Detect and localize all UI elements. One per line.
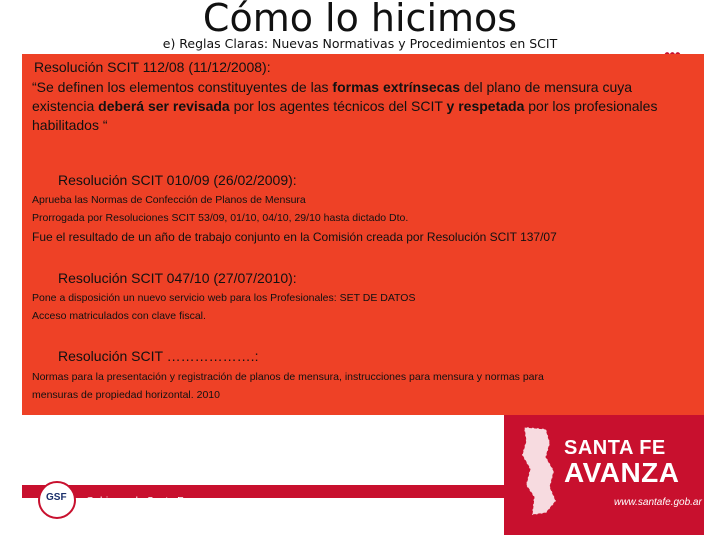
- res3-line: Acceso matriculados con clave fiscal.: [32, 310, 206, 322]
- brand-line1: SANTA FE: [564, 437, 666, 459]
- quote-text: por los agentes técnicos del SCIT: [229, 98, 447, 114]
- res2-heading: Resolución SCIT 010/09 (26/02/2009):: [58, 172, 297, 188]
- res1-heading: Resolución SCIT 112/08 (11/12/2008):: [34, 59, 271, 75]
- slide-subtitle: e) Reglas Claras: Nuevas Normativas y Procedimientos en SCIT: [162, 36, 558, 51]
- quote-bold: formas extrínsecas: [332, 79, 461, 95]
- santa-fe-map-icon: [516, 425, 560, 517]
- quote-text: del plano de mensura cuya existencia: [32, 79, 633, 114]
- quote-bold: deberá ser revisada: [98, 98, 230, 114]
- quote-text: “Se definen los elementos constituyentes de las: [32, 79, 333, 95]
- quote-text: por los profesionales habilitados “: [32, 98, 658, 133]
- gobierno-label: Gobierno de Santa Fe: [86, 495, 190, 507]
- res3-heading: Resolución SCIT 047/10 (27/07/2010):: [58, 270, 297, 286]
- res4-line: Normas para la presentación y registración de planos de mensura, instrucciones para mensura y normas para: [32, 371, 544, 383]
- res1-quote: [32, 78, 694, 135]
- quote-bold: y respetada: [446, 98, 525, 114]
- slide-title: Cómo lo hicimos: [202, 0, 518, 40]
- res4-heading: Resolución SCIT ……………….:: [58, 348, 259, 364]
- brand-url: www.santafe.gob.ar: [614, 497, 702, 508]
- res3-line: Pone a disposición un nuevo servicio web para los Profesionales: SET DE DATOS: [32, 292, 416, 304]
- res2-line: Aprueba las Normas de Confección de Planos de Mensura: [32, 194, 306, 206]
- res2-line: Fue el resultado de un año de trabajo conjunto en la Comisión creada por Resolución SCIT 137/07: [32, 230, 557, 244]
- brand-line2: AVANZA: [564, 457, 680, 488]
- res2-line: Prorrogada por Resoluciones SCIT 53/09, 01/10, 04/10, 29/10 hasta dictado Dto.: [32, 212, 409, 224]
- content-panel: [22, 54, 704, 415]
- res4-line: mensuras de propiedad horizontal. 2010: [32, 389, 220, 401]
- gsf-logo-text: GSF: [46, 492, 67, 503]
- footer: [22, 415, 704, 535]
- santa-fe-brand: [504, 415, 704, 535]
